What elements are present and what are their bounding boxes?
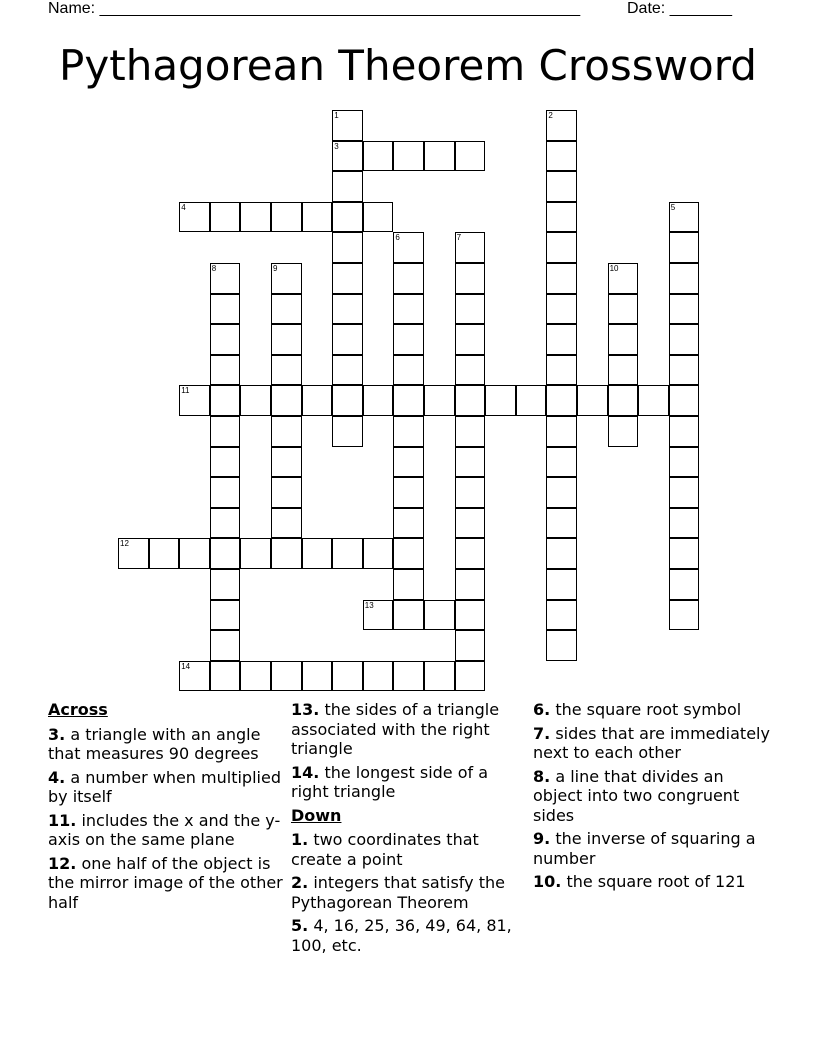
grid-cell[interactable] [669, 477, 700, 508]
clue-number: 12 [120, 539, 129, 549]
grid-cell[interactable] [302, 538, 333, 569]
grid-cell[interactable] [271, 324, 302, 355]
grid-cell[interactable] [608, 294, 639, 325]
clue-number: 3 [334, 141, 339, 151]
clue-across-3: 3. a triangle with an angle that measures 90 degrees [48, 724, 261, 763]
grid-cell[interactable] [669, 324, 700, 355]
grid-cell[interactable] [669, 508, 700, 539]
grid-cell[interactable] [393, 508, 424, 539]
grid-cell[interactable] [393, 263, 424, 294]
clue-column-2 [291, 700, 527, 959]
grid-cell[interactable] [271, 447, 302, 478]
across-heading: Across [48, 700, 108, 719]
grid-cell[interactable] [455, 569, 486, 600]
grid-cell[interactable] [455, 416, 486, 447]
grid-cell[interactable] [271, 385, 302, 416]
grid-cell[interactable] [271, 416, 302, 447]
down-heading: Down [291, 805, 342, 825]
grid-cell[interactable] [332, 324, 363, 355]
grid-cell[interactable] [455, 600, 486, 631]
grid-cell[interactable] [332, 141, 363, 172]
grid-cell[interactable] [332, 538, 363, 569]
grid-cell[interactable] [669, 569, 700, 600]
grid-cell[interactable] [118, 538, 149, 569]
clue-down-10: 10. the square root of 121 [533, 872, 746, 891]
grid-cell[interactable] [546, 538, 577, 569]
grid-cell[interactable] [332, 110, 363, 141]
grid-cell[interactable] [332, 202, 363, 233]
clue-across-12: 12. one half of the object is the mirror image of the other half [48, 853, 283, 912]
grid-cell[interactable] [669, 447, 700, 478]
grid-cell[interactable] [669, 263, 700, 294]
grid-cell[interactable] [669, 385, 700, 416]
clue-down-9: 9. the inverse of squaring a number [533, 829, 756, 868]
grid-cell[interactable] [210, 630, 241, 661]
clue-down-8: 8. a line that divides an object into two congruent sides [533, 766, 740, 825]
grid-cell[interactable] [179, 385, 210, 416]
grid-cell[interactable] [669, 416, 700, 447]
grid-cell[interactable] [546, 416, 577, 447]
grid-cell[interactable] [393, 232, 424, 263]
grid-cell[interactable] [669, 294, 700, 325]
clue-number: 6 [395, 233, 400, 243]
grid-cell[interactable] [546, 232, 577, 263]
grid-cell[interactable] [210, 202, 241, 233]
grid-cell[interactable] [546, 294, 577, 325]
grid-cell[interactable] [210, 263, 241, 294]
grid-cell[interactable] [485, 385, 516, 416]
clue-down-7: 7. sides that are immediately next to each other [533, 723, 770, 762]
grid-cell[interactable] [210, 447, 241, 478]
grid-cell[interactable] [302, 202, 333, 233]
grid-cell[interactable] [210, 600, 241, 631]
grid-cell[interactable] [516, 385, 547, 416]
grid-cell[interactable] [210, 538, 241, 569]
grid-cell[interactable] [669, 538, 700, 569]
grid-cell[interactable] [332, 661, 363, 692]
grid-cell[interactable] [240, 661, 271, 692]
grid-cell[interactable] [669, 600, 700, 631]
clue-number: 14 [181, 661, 191, 671]
clue-number: 9 [273, 264, 278, 273]
grid-cell[interactable] [424, 661, 455, 692]
clue-column-3 [533, 700, 773, 896]
grid-cell[interactable] [455, 661, 486, 692]
grid-cell[interactable] [546, 263, 577, 294]
grid-cell[interactable] [332, 232, 363, 263]
grid-cell[interactable] [546, 110, 577, 141]
grid-cell[interactable] [455, 630, 486, 661]
grid-cell[interactable] [393, 294, 424, 325]
clue-across-13: 13. the sides of a triangle associated with the right triangle [291, 700, 500, 758]
grid-cell[interactable] [363, 141, 394, 172]
clue-column-1 [48, 700, 284, 916]
clue-number: 7 [456, 233, 462, 243]
clue-down-5: 5. 4, 16, 25, 36, 49, 64, 81, 100, etc. [291, 916, 512, 955]
grid-cell[interactable] [546, 508, 577, 539]
grid-cell[interactable] [455, 508, 486, 539]
grid-cell[interactable] [210, 416, 241, 447]
grid-cell[interactable] [210, 569, 241, 600]
grid-cell[interactable] [455, 294, 486, 325]
grid-cell[interactable] [455, 141, 486, 172]
grid-cell[interactable] [271, 202, 302, 233]
grid-cell[interactable] [393, 141, 424, 172]
clue-down-6: 6. the square root symbol [533, 700, 742, 719]
grid-cell[interactable] [608, 385, 639, 416]
grid-cell[interactable] [393, 447, 424, 478]
grid-cell[interactable] [363, 661, 394, 692]
grid-cell[interactable] [363, 202, 394, 233]
grid-cell[interactable] [546, 171, 577, 202]
grid-cell[interactable] [393, 569, 424, 600]
grid-cell[interactable] [546, 477, 577, 508]
clue-across-11: 11. includes the x and the y-axis on the same plane [48, 810, 281, 849]
grid-cell[interactable] [455, 385, 486, 416]
grid-cell[interactable] [210, 294, 241, 325]
name-line: Name: ______________________________________________________ [48, 0, 581, 17]
grid-cell[interactable] [302, 385, 333, 416]
grid-cell[interactable] [608, 416, 639, 447]
grid-cell[interactable] [669, 202, 700, 233]
grid-cell[interactable] [210, 477, 241, 508]
grid-cell[interactable] [332, 355, 363, 386]
clue-across-4: 4. a number when multiplied by itself [48, 767, 281, 806]
grid-cell[interactable] [393, 600, 424, 631]
grid-cell[interactable] [332, 416, 363, 447]
grid-cell[interactable] [302, 661, 333, 692]
grid-cell[interactable] [608, 324, 639, 355]
grid-cell[interactable] [363, 538, 394, 569]
grid-cell[interactable] [546, 600, 577, 631]
grid-cell[interactable] [363, 600, 394, 631]
clue-number: 11 [181, 386, 190, 396]
clue-number: 4 [181, 202, 186, 212]
clue-number: 2 [548, 111, 553, 120]
date-line: Date: _______ [627, 0, 732, 17]
grid-cell[interactable] [455, 263, 486, 294]
grid-cell[interactable] [210, 355, 241, 386]
grid-cell[interactable] [240, 202, 271, 233]
grid-cell[interactable] [608, 263, 639, 294]
grid-cell[interactable] [669, 232, 700, 263]
grid-cell[interactable] [546, 202, 577, 233]
grid-cell[interactable] [455, 355, 486, 386]
grid-cell[interactable] [638, 385, 669, 416]
clue-number: 8 [211, 264, 217, 273]
grid-cell[interactable] [210, 385, 241, 416]
grid-cell[interactable] [546, 569, 577, 600]
grid-cell[interactable] [271, 355, 302, 386]
grid-cell[interactable] [179, 538, 210, 569]
clue-down-1: 1. two coordinates that create a point [291, 830, 479, 869]
grid-cell[interactable] [546, 324, 577, 355]
grid-cell[interactable] [424, 600, 455, 631]
page-title: Pythagorean Theorem Crossword [59, 41, 757, 90]
grid-cell[interactable] [608, 355, 639, 386]
grid-cell[interactable] [271, 538, 302, 569]
clue-number: 10 [609, 264, 619, 273]
grid-cell[interactable] [424, 141, 455, 172]
grid-cell[interactable] [393, 416, 424, 447]
grid-cell[interactable] [393, 385, 424, 416]
grid-cell[interactable] [149, 538, 180, 569]
grid-cell[interactable] [271, 263, 302, 294]
clue-across-14: 14. the longest side of a right triangle [291, 762, 489, 801]
grid-cell[interactable] [393, 538, 424, 569]
grid-cell[interactable] [546, 141, 577, 172]
grid-cell[interactable] [546, 447, 577, 478]
grid-cell[interactable] [271, 294, 302, 325]
clue-down-2: 2. integers that satisfy the Pythagorean Theorem [291, 873, 505, 912]
grid-cell[interactable] [271, 508, 302, 539]
clue-number: 1 [334, 111, 339, 120]
grid-cell[interactable] [210, 324, 241, 355]
grid-cell[interactable] [240, 538, 271, 569]
grid-cell[interactable] [546, 385, 577, 416]
grid-cell[interactable] [577, 385, 608, 416]
grid-cell[interactable] [424, 385, 455, 416]
grid-cell[interactable] [271, 661, 302, 692]
grid-cell[interactable] [332, 263, 363, 294]
grid-cell[interactable] [332, 171, 363, 202]
grid-cell[interactable] [393, 324, 424, 355]
grid-cell[interactable] [546, 630, 577, 661]
grid-cell[interactable] [455, 538, 486, 569]
grid-cell[interactable] [546, 355, 577, 386]
grid-cell[interactable] [393, 477, 424, 508]
clue-number: 5 [670, 202, 676, 212]
grid-cell[interactable] [210, 508, 241, 539]
grid-cell[interactable] [393, 355, 424, 386]
grid-cell[interactable] [332, 385, 363, 416]
grid-cell[interactable] [179, 661, 210, 692]
grid-cell[interactable] [179, 202, 210, 233]
grid-cell[interactable] [210, 661, 241, 692]
grid-cell[interactable] [455, 232, 486, 263]
clue-number: 13 [364, 600, 374, 610]
grid-cell[interactable] [455, 477, 486, 508]
grid-cell[interactable] [455, 324, 486, 355]
grid-cell[interactable] [240, 385, 271, 416]
grid-cell[interactable] [455, 447, 486, 478]
grid-cell[interactable] [363, 385, 394, 416]
grid-cell[interactable] [332, 294, 363, 325]
grid-cell[interactable] [669, 355, 700, 386]
grid-cell[interactable] [393, 661, 424, 692]
grid-cell[interactable] [271, 477, 302, 508]
